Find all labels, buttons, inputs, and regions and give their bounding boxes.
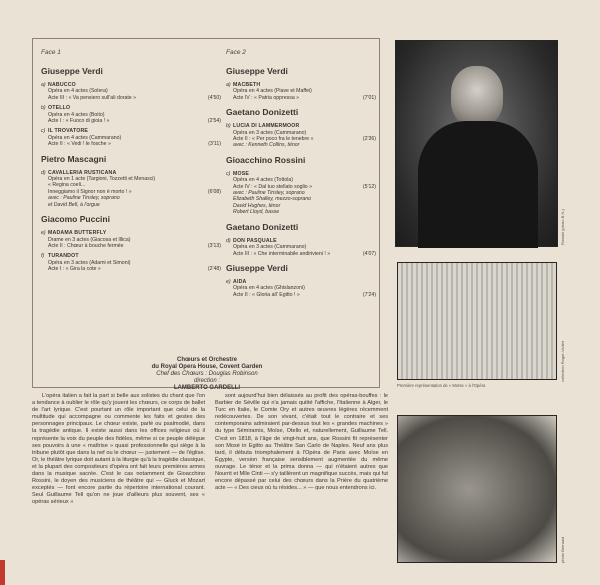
essay-column-1 xyxy=(32,393,205,507)
track-duration: (4'50) xyxy=(207,94,221,101)
opera-house-engraving xyxy=(397,262,557,380)
credits-direction-label: direction : xyxy=(193,378,220,384)
track-duration: (7'01) xyxy=(362,94,376,101)
track-entry xyxy=(226,238,376,257)
track-entry xyxy=(226,279,376,298)
track-detail-text: Inneggiamo il Signor non è morto ! » xyxy=(48,188,132,195)
track-title: MOSE xyxy=(233,170,250,177)
track-letter: c) xyxy=(41,128,46,135)
track-title: LUCIA DI LAMMERMOOR xyxy=(233,123,300,130)
track-title: CAVALLERIA RUSTICANA xyxy=(48,169,117,176)
credits-conductor: LAMBERTO GARDELLI xyxy=(173,385,241,391)
track-detail-text: Opéra en 4 actes (Solera) xyxy=(48,88,108,95)
track-entry xyxy=(41,128,221,147)
track-duration: (3'13) xyxy=(207,242,221,249)
track-performer: David Hughes, ténor xyxy=(233,202,281,209)
track-entry xyxy=(41,253,221,272)
track-detail-line xyxy=(48,95,221,101)
side1-label: Face 1 xyxy=(41,49,61,56)
side1-column xyxy=(41,49,221,277)
track-duration: (2'48) xyxy=(207,266,221,273)
track-detail-text: Opéra en 1 acte (Targioni, Tozzetti et Menasci) xyxy=(48,176,156,183)
track-detail-text: « Regina coeli... xyxy=(48,182,86,189)
track-title: IL TROVATORE xyxy=(48,128,89,135)
composer-name: Gaetano Donizetti xyxy=(226,107,299,118)
track-detail-text: Acte IV : « Patria oppressa » xyxy=(233,94,300,101)
track-letter: d) xyxy=(41,169,46,176)
track-letter: e) xyxy=(41,230,46,237)
track-detail-line xyxy=(233,95,376,101)
track-letter: f) xyxy=(41,253,45,260)
red-edge-strip xyxy=(0,560,5,585)
photo2-side-caption: collection Roger-Viollet xyxy=(560,341,565,382)
track-detail-text: Opéra en 4 actes (Piave et Maffei) xyxy=(233,88,312,95)
track-duration: (4'07) xyxy=(362,250,376,257)
composer-name: Gioacchino Rossini xyxy=(226,154,306,165)
track-detail-text: Opéra en 4 actes (Boito) xyxy=(48,111,105,118)
track-title: OTELLO xyxy=(48,105,71,112)
track-detail-text: Acte II : « Vedi ! le fosche » xyxy=(48,141,111,148)
track-detail-text: Opéra en 4 actes (Ghislanzoni) xyxy=(233,285,305,292)
portrait-body xyxy=(418,121,538,248)
track-detail-text: Drame en 3 actes (Giacosa et Illica) xyxy=(48,236,131,243)
side2-label: Face 2 xyxy=(226,49,246,56)
stage-scene-engraving xyxy=(397,415,557,563)
track-detail-text: Acte IV : « Dal tuo stellato soglio » xyxy=(233,183,313,190)
photo1-caption: Rossini (photo B.N.) xyxy=(560,209,565,245)
track-title: DON PASQUALE xyxy=(233,237,277,244)
track-letter: c) xyxy=(226,170,231,177)
track-detail-line xyxy=(48,266,221,272)
composer-name: Pietro Mascagni xyxy=(41,153,107,164)
rossini-portrait-photo xyxy=(395,40,558,247)
essay-paragraph-1: L'opéra italien a fait la part si belle aux solistes du chant que l'on a tendance à oublier le rôle qu'y jouent les chœurs, ce corps de ballet de l'art lyrique. C'est pourtant un rôle important que celui de la multitude qui accompagne ou commente les faits et gestes des personnages principaux. Le chœur existe, parlé ou psalmodié, dans la tragédie antique. Il existe aussi dans les offices religieux où il représente la voix du peuple des fidèles, même si ce peuple délègue ses pouvoirs à une « maîtrise » quasi professionnelle qui siège à la tribune plutôt que dans la nef ou le chœur — justement — de l'église. Or, le théâtre lyrique doit autant à la liturgie qu'à la tragédie classique, et la plupart des compositeurs d'opéra ont fait leurs premières armes dans la musique sacrée. C'est le cas notamment de Gioacchino Rossini, le doyen des musiciens de théâtre qui — Gluck et Mozart exceptés — font encore partie du répertoire international courant. Seul Guillaume Tell qu'on ne joue d'ailleurs plus souvent, ses « opéras sérieux » xyxy=(32,393,205,506)
track-title: MACBETH xyxy=(233,82,261,88)
credits-house: du Royal Opera House, Covent Garden xyxy=(151,364,263,370)
track-detail-text: Opéra en 3 actes (Cammarano) xyxy=(233,129,307,136)
track-letter: a) xyxy=(41,82,46,88)
track-entry xyxy=(41,170,221,208)
photo3-side-caption: photo Bernand xyxy=(560,536,565,563)
track-entry xyxy=(41,230,221,249)
track-title: MADAMA BUTTERFLY xyxy=(48,230,107,237)
photo2-caption: Première représentation de « Moïse » à l'Opéra xyxy=(397,383,486,388)
track-detail-line xyxy=(48,118,221,124)
portrait-head xyxy=(451,66,503,126)
track-performer: avec : Pauline Tinsley, soprano xyxy=(233,190,305,197)
essay-column-2 xyxy=(215,393,388,492)
track-entry xyxy=(41,82,221,101)
performer-credits xyxy=(33,357,381,392)
track-detail-text: Acte I : « Gira la cote » xyxy=(48,266,101,273)
track-entry xyxy=(226,82,376,101)
track-duration: (7'24) xyxy=(362,291,376,298)
track-detail-text: Acte II : « Per poco fra le tenebre » xyxy=(233,136,314,143)
credits-chorus-master: Chef des Chœurs : Douglas Robinson xyxy=(156,371,258,377)
track-entry xyxy=(226,171,376,216)
track-detail-text: Acte III : « Va pensiero sull'ali dorate » xyxy=(48,94,136,101)
track-performer: avec : Kenneth Collins, ténor xyxy=(233,142,300,149)
track-entry xyxy=(41,105,221,124)
track-letter: b) xyxy=(41,105,46,112)
track-detail-line xyxy=(233,251,376,257)
track-letter: e) xyxy=(226,278,231,285)
composer-name: Gaetano Donizetti xyxy=(226,221,299,232)
track-detail-text: Opéra en 3 actes (Cammarano) xyxy=(233,244,307,251)
track-entry xyxy=(226,123,376,149)
track-title: TURANDOT xyxy=(48,253,79,260)
track-detail-text: Acte II : Chœur à bouche fermée xyxy=(48,242,124,249)
essay-paragraph-2: sont aujourd'hui bien délaissés au profit des opéras-bouffes : le Barbier de Séville qui n'a jamais quitté l'affiche, l'Italienne à Alger, le Turc en Italie, le Comte Ory et autres œuvres légères récemment redécouvertes. De son vivant, c'était tout le contraire et ses contemporains admiraient par-dessus tout les « grandes machines » du type Sémiramis, Moïse, Otello et, naturellement, Guillaume Tell. C'est en 1818, à l'âge de vingt-huit ans, que Rossini fit représenter son Mosè in Egitto au Théâtre San Carlo de Naples. Neuf ans plus tard, il débuta triomphalement à l'Opéra de Paris avec Moïse en Égypte, version française sensiblement augmentée du même ouvrage. Le ténor et la prima donna — qui n'étaient autres que Nourrit et Mlle Cinti — s'y taillèrent un magnifique succès, mais qui fut encore dépassé par celui des chœurs dans la Prière du quatrième acte — « Des cieux où tu résides... » — que nous entendrons ici. xyxy=(215,393,388,492)
track-performer: Robert Lloyd, basse xyxy=(233,209,280,216)
track-title: NABUCCO xyxy=(48,82,76,88)
composer-name: Giuseppe Verdi xyxy=(41,66,103,76)
composer-name: Giuseppe Verdi xyxy=(226,66,288,76)
track-duration: (2'36) xyxy=(362,136,376,143)
track-title: AIDA xyxy=(233,278,247,285)
track-duration: (2'54) xyxy=(207,118,221,125)
track-detail-text: Opéra en 4 actes (Cammarano) xyxy=(48,134,122,141)
track-detail-line xyxy=(48,141,221,147)
track-detail-text: Opéra en 4 actes (Tottola) xyxy=(233,177,293,184)
track-duration: (3'11) xyxy=(208,141,221,148)
track-detail-line xyxy=(233,292,376,298)
track-letter: a) xyxy=(226,82,231,88)
track-detail-text: Acte I : « Fuoco di gioia ! » xyxy=(48,118,110,125)
composer-name: Giuseppe Verdi xyxy=(226,262,288,273)
track-detail-line xyxy=(48,243,221,249)
composer-name: Giacomo Puccini xyxy=(41,214,110,225)
track-performer: avec : Pauline Tinsley, soprano xyxy=(48,195,120,202)
track-detail-text: Opéra en 3 actes (Adami et Simoni) xyxy=(48,259,131,266)
track-letter: b) xyxy=(226,123,231,130)
track-detail-text: Acte III : « Che interminabile andirivieni ! » xyxy=(233,250,331,257)
side2-column xyxy=(226,49,376,302)
track-performer: Elizabeth Shalley, mezzo-soprano xyxy=(233,196,312,203)
track-duration: (5'12) xyxy=(362,183,376,190)
track-duration: (6'08) xyxy=(207,188,221,195)
track-letter: d) xyxy=(226,237,231,244)
track-performer: et David Bell, à l'orgue xyxy=(48,201,100,208)
tracklist-frame xyxy=(32,38,380,391)
credits-ensemble: Chœurs et Orchestre xyxy=(176,357,237,363)
track-detail-text: Acte II : « Gloria all' Egitto ! » xyxy=(233,291,300,298)
